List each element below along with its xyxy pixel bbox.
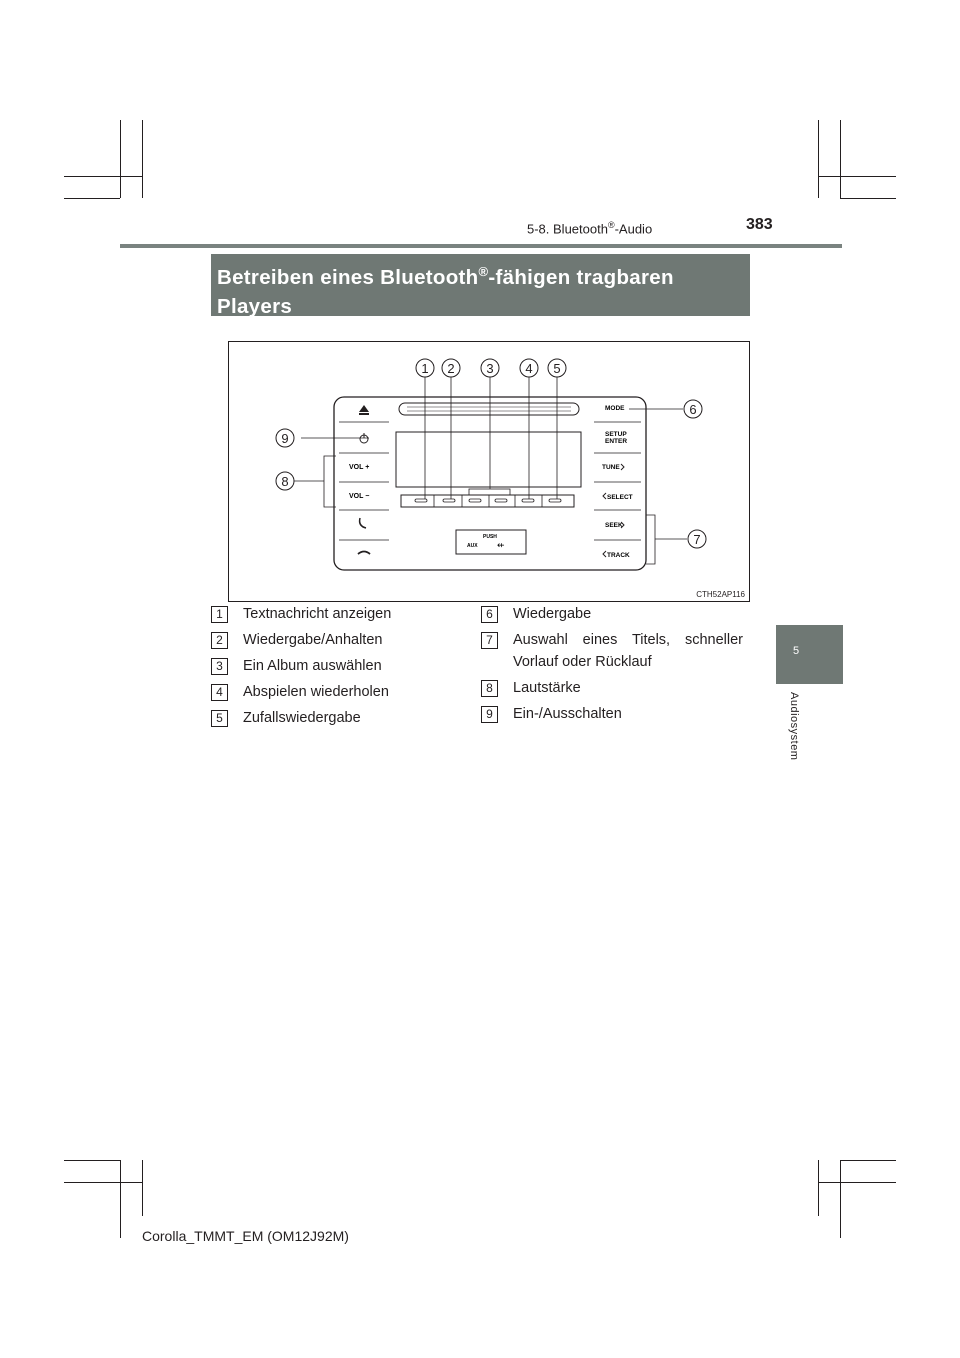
callout-5: 5 — [553, 361, 561, 376]
audio-panel-figure — [228, 341, 750, 602]
crop-mark — [818, 120, 819, 198]
eject-icon — [359, 405, 369, 415]
crop-mark — [840, 1160, 841, 1238]
list-item: 9 Ein-/Ausschalten — [481, 701, 743, 727]
section-heading: Betreiben eines Bluetooth®-fähigen tragbaren Players — [211, 254, 750, 316]
callout-7: 7 — [693, 532, 701, 547]
crop-mark — [142, 120, 143, 198]
crop-mark — [818, 1182, 896, 1183]
display-screen — [396, 432, 581, 487]
chapter-label: Audiosystem — [788, 692, 800, 761]
chapter-number: 5 — [792, 645, 800, 657]
list-item: 5 Zufallswiedergabe — [211, 705, 461, 731]
setup-label: SETUP — [605, 431, 627, 438]
crop-mark — [818, 176, 896, 177]
callout-6: 6 — [689, 402, 697, 417]
legend-left — [211, 601, 461, 731]
crop-mark — [840, 1160, 896, 1161]
disc-slot — [399, 403, 579, 415]
crop-mark — [818, 1160, 819, 1216]
usb-icon: ⇷ — [497, 540, 505, 550]
vol-up-label: VOL + — [349, 464, 370, 471]
crop-mark — [64, 1182, 142, 1183]
select-label: SELECT — [607, 494, 633, 501]
aux-label: AUX — [467, 543, 478, 549]
crop-mark — [840, 120, 841, 198]
push-label: PUSH — [483, 534, 497, 540]
list-item: 6 Wiedergabe — [481, 601, 743, 627]
page-number: 383 — [746, 216, 773, 233]
figure-code: CTH52AP116 — [696, 590, 745, 599]
callout-1: 1 — [421, 361, 429, 376]
list-item: 4 Abspielen wiederholen — [211, 679, 461, 705]
list-item: 2 Wiedergabe/Anhalten — [211, 627, 461, 653]
list-item: 1 Textnachricht anzeigen — [211, 601, 461, 627]
seek-label: SEEK — [605, 522, 623, 529]
list-item: 3 Ein Album auswählen — [211, 653, 461, 679]
running-header: 5-8. Bluetooth®-Audio — [527, 220, 653, 237]
callout-2: 2 — [447, 361, 455, 376]
chapter-tab — [776, 625, 843, 684]
phone-icon — [360, 518, 366, 528]
list-item: 7 Auswahl eines Titels, schneller Vorlauf oder Rücklauf — [481, 627, 743, 675]
crop-mark — [142, 1160, 143, 1216]
callout-9: 9 — [281, 431, 289, 446]
list-item: 8 Lautstärke — [481, 675, 743, 701]
callout-4: 4 — [525, 361, 533, 376]
tune-label: TUNE — [602, 464, 620, 471]
header-rule — [120, 244, 842, 248]
mode-label: MODE — [605, 405, 625, 412]
crop-mark — [64, 176, 142, 177]
crop-mark — [120, 120, 121, 198]
footer-model: Corolla_TMMT_EM (OM12J92M) — [142, 1228, 349, 1244]
enter-label: ENTER — [605, 438, 628, 445]
crop-mark — [120, 1160, 121, 1238]
legend-right — [481, 601, 743, 727]
crop-mark — [64, 1160, 120, 1161]
callout-8: 8 — [281, 474, 289, 489]
crop-mark — [64, 198, 120, 199]
hang-up-icon — [358, 552, 370, 555]
vol-down-label: VOL − — [349, 493, 370, 500]
callout-3: 3 — [486, 361, 494, 376]
crop-mark — [840, 198, 896, 199]
track-label: TRACK — [607, 552, 630, 559]
